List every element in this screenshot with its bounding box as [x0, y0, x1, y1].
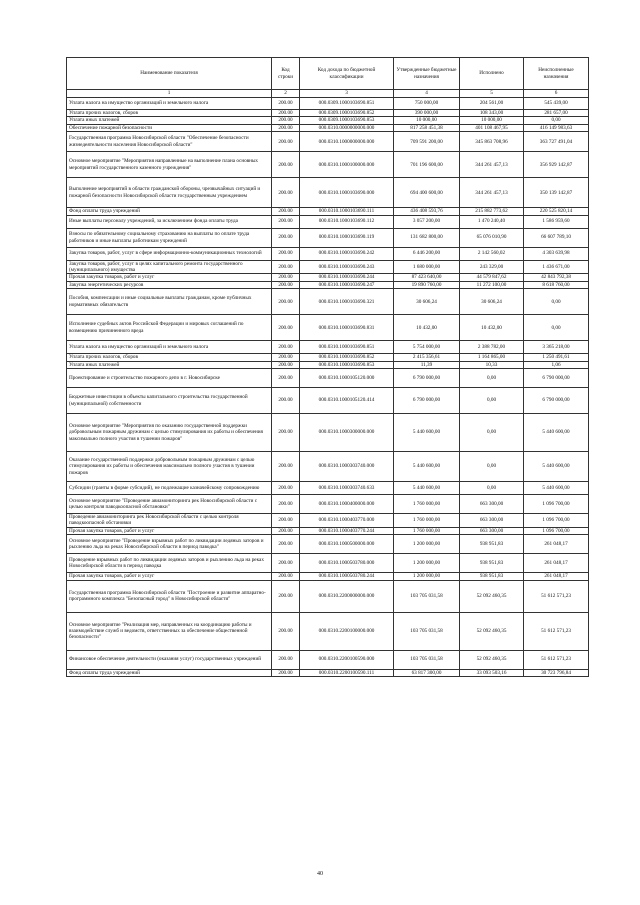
table-row: [67, 369, 589, 388]
indicator-name-cell: Проведение авиамониторинга рек Новосибирской области с целью контроля паводкоопасной обстановки: [67, 514, 272, 528]
income-code-cell: 000.0310.1000103690.851: [300, 341, 394, 354]
executed-amount-cell: 52 092 460,35: [460, 650, 524, 669]
approved-amount-cell: 5 440 600,00: [394, 482, 460, 495]
income-code-cell: 000.0310.2200000000.000: [300, 580, 394, 612]
indicator-name-cell: Уплата иных платежей: [67, 117, 272, 124]
page-number: 40: [317, 871, 323, 877]
table-row: [67, 98, 589, 110]
line-code-cell: 200.00: [272, 341, 300, 354]
executed-amount-cell: 2 388 782,00: [460, 341, 524, 354]
header-income-code: Код дохода по бюджетной классификации: [300, 58, 394, 90]
executed-amount-cell: 108 343,00: [460, 110, 524, 117]
table-row: [67, 215, 589, 228]
income-code-cell: 000.0310.1000103690.000: [300, 178, 394, 208]
line-code-cell: 200.00: [272, 452, 300, 482]
executed-amount-cell: 0,00: [460, 452, 524, 482]
approved-amount-cell: 701 196 600,00: [394, 152, 460, 178]
line-code-cell: 200.00: [272, 260, 300, 274]
line-code-cell: 200.00: [272, 514, 300, 528]
table-row: [67, 228, 589, 247]
line-code-cell: 200.00: [272, 208, 300, 215]
table-row: [67, 482, 589, 495]
income-code-cell: 000.0310.1000300000.000: [300, 414, 394, 452]
approved-amount-cell: 5 754 000,00: [394, 341, 460, 354]
remaining-amount-cell: 51 612 571,23: [524, 580, 589, 612]
approved-amount-cell: 6 790 000,00: [394, 388, 460, 414]
indicator-name-cell: Финансовое обеспечение деятельности (оказания услуг) государственных учреждений: [67, 650, 272, 669]
executed-amount-cell: 30 606,24: [460, 289, 524, 315]
approved-amount-cell: 709 591 200,00: [394, 132, 460, 152]
income-code-cell: 000.0310.2200100000.000: [300, 612, 394, 650]
indicator-name-cell: Уплата прочих налогов, сборов: [67, 354, 272, 361]
executed-amount-cell: 215 882 773,62: [460, 208, 524, 215]
remaining-amount-cell: 42 843 792,38: [524, 274, 589, 281]
table-row: [67, 388, 589, 414]
indicator-name-cell: Прочая закупка товаров, работ и услуг: [67, 274, 272, 281]
income-code-cell: 000.0310.2200100590.000: [300, 650, 394, 669]
approved-amount-cell: 1 200 000,00: [394, 573, 460, 580]
income-code-cell: 000.0310.1000103690.321: [300, 289, 394, 315]
approved-amount-cell: 1 760 000,00: [394, 495, 460, 514]
executed-amount-cell: 401 108 467,95: [460, 124, 524, 131]
indicator-name-cell: Государственная программа Новосибирской области "Обеспечение безопасности жизнедеятельности населения Новосибирской области": [67, 132, 272, 152]
table-row: [67, 535, 589, 554]
executed-amount-cell: 2 142 560,02: [460, 247, 524, 260]
line-code-cell: 200.00: [272, 315, 300, 341]
income-code-cell: 000.0309.1000103690.852: [300, 110, 394, 117]
remaining-amount-cell: 1 436 671,00: [524, 260, 589, 274]
column-number: 6: [524, 90, 589, 98]
table-body: [67, 98, 589, 677]
table-row: [67, 260, 589, 274]
line-code-cell: 200.00: [272, 215, 300, 228]
indicator-name-cell: Основное мероприятие "Проведение взрывных работ по ликвидации ледяных заторов и рыхлению льда на реках Новосибирской области в период паводка": [67, 535, 272, 554]
executed-amount-cell: 10,33: [460, 361, 524, 368]
column-number: 4: [394, 90, 460, 98]
table-row: [67, 132, 589, 152]
approved-amount-cell: 5 440 600,00: [394, 414, 460, 452]
line-code-cell: 200.00: [272, 573, 300, 580]
executed-amount-cell: 0,00: [460, 369, 524, 388]
column-number: 5: [460, 90, 524, 98]
indicator-name-cell: Исполнение судебных актов Российской Федерации и мировых соглашений по возмещению причиненного вреда: [67, 315, 272, 341]
line-code-cell: 200.00: [272, 247, 300, 260]
income-code-cell: 000.0310.1000103690.111: [300, 208, 394, 215]
remaining-amount-cell: 0,00: [524, 117, 589, 124]
executed-amount-cell: 663 300,00: [460, 514, 524, 528]
indicator-name-cell: Закупка энергетических ресурсов: [67, 281, 272, 288]
indicator-name-cell: Основное мероприятие "Мероприятия направленные на выполнение плана основных мероприятий государственного казенного учреждения": [67, 152, 272, 178]
income-code-cell: 000.0310.1000100000.000: [300, 152, 394, 178]
executed-amount-cell: 11 272 100,00: [460, 281, 524, 288]
table-row: [67, 315, 589, 341]
remaining-amount-cell: 4 303 639,98: [524, 247, 589, 260]
line-code-cell: 200.00: [272, 289, 300, 315]
indicator-name-cell: Закупка товаров, работ, услуг в сфере информационно-коммуникационных технологий: [67, 247, 272, 260]
column-number-row: [67, 90, 589, 98]
remaining-amount-cell: 51 612 571,23: [524, 612, 589, 650]
table-row: [67, 495, 589, 514]
header-approved: Утвержденные бюджетные назначения: [394, 58, 460, 90]
income-code-cell: 000.0310.1000403770.000: [300, 514, 394, 528]
approved-amount-cell: 19 890 760,00: [394, 281, 460, 288]
approved-amount-cell: 6 790 000,00: [394, 369, 460, 388]
line-code-cell: 200.00: [272, 117, 300, 124]
executed-amount-cell: 204 561,00: [460, 98, 524, 110]
income-code-cell: 000.0310.1000403770.244: [300, 527, 394, 534]
remaining-amount-cell: 30 723 796,84: [524, 669, 589, 676]
executed-amount-cell: 10 000,00: [460, 117, 524, 124]
remaining-amount-cell: 6 790 000,00: [524, 369, 589, 388]
indicator-name-cell: Основное мероприятие "Мероприятия по оказанию государственной поддержки добровольным пожарным дружинам с целью стимулирования их работы и обеспечения максимально полного участия в тушении пожаров": [67, 414, 272, 452]
remaining-amount-cell: 281 657,00: [524, 110, 589, 117]
executed-amount-cell: 663 300,00: [460, 527, 524, 534]
line-code-cell: 200.00: [272, 650, 300, 669]
indicator-name-cell: Прочая закупка товаров, работ и услуг: [67, 573, 272, 580]
remaining-amount-cell: 356 929 142,87: [524, 152, 589, 178]
indicator-name-cell: Уплата иных платежей: [67, 361, 272, 368]
approved-amount-cell: 11,39: [394, 361, 460, 368]
line-code-cell: 200.00: [272, 554, 300, 573]
line-code-cell: 200.00: [272, 361, 300, 368]
executed-amount-cell: 0,00: [460, 388, 524, 414]
table-row: [67, 554, 589, 573]
table-row: [67, 612, 589, 650]
indicator-name-cell: Оказание государственной поддержки добровольным пожарным дружинам с целью стимулирования их работы и обеспечения максимально полного участия в тушении пожаров: [67, 452, 272, 482]
income-code-cell: 000.0310.1000105120.000: [300, 369, 394, 388]
remaining-amount-cell: 416 149 983,63: [524, 124, 589, 131]
approved-amount-cell: 30 606,24: [394, 289, 460, 315]
income-code-cell: 000.0310.1000103690.243: [300, 260, 394, 274]
line-code-cell: 200.00: [272, 354, 300, 361]
indicator-name-cell: Основное мероприятие "Проведение авиамониторинга рек Новосибирской области с целью контроля паводкоопасной обстановки": [67, 495, 272, 514]
line-code-cell: 200.00: [272, 495, 300, 514]
income-code-cell: 000.0310.0000000000.000: [300, 124, 394, 131]
executed-amount-cell: 243 329,00: [460, 260, 524, 274]
approved-amount-cell: 63 817 300,00: [394, 669, 460, 676]
remaining-amount-cell: 261 048,17: [524, 573, 589, 580]
table-row: [67, 527, 589, 534]
indicator-name-cell: Основное мероприятие "Реализация мер, направленных на координацию работы и взаимодействие служб и ведомств, ответственных за обеспечение общественной безопасности": [67, 612, 272, 650]
indicator-name-cell: Пособия, компенсации и иные социальные выплаты гражданам, кроме публичных нормативных обязательств: [67, 289, 272, 315]
income-code-cell: 000.0310.1000000000.000: [300, 132, 394, 152]
executed-amount-cell: 44 579 847,62: [460, 274, 524, 281]
income-code-cell: 000.0310.1000103690.119: [300, 228, 394, 247]
executed-amount-cell: 1 164 865,00: [460, 354, 524, 361]
table-row: [67, 178, 589, 208]
line-code-cell: 200.00: [272, 482, 300, 495]
remaining-amount-cell: 261 048,17: [524, 535, 589, 554]
indicator-name-cell: Выполнение мероприятий в области гражданской обороны, чрезвычайных ситуаций и пожарной безопасности Новосибирской области государственным учреждением: [67, 178, 272, 208]
income-code-cell: 000.0310.1000103690.247: [300, 281, 394, 288]
approved-amount-cell: 131 682 800,00: [394, 228, 460, 247]
executed-amount-cell: 663 300,00: [460, 495, 524, 514]
income-code-cell: 000.0310.1000503780.244: [300, 573, 394, 580]
income-code-cell: 000.0310.2200100590.111: [300, 669, 394, 676]
executed-amount-cell: 10 432,00: [460, 315, 524, 341]
remaining-amount-cell: 3 365 218,00: [524, 341, 589, 354]
remaining-amount-cell: 261 048,17: [524, 554, 589, 573]
remaining-amount-cell: 6 790 000,00: [524, 388, 589, 414]
approved-amount-cell: 10 432,00: [394, 315, 460, 341]
line-code-cell: 200.00: [272, 369, 300, 388]
approved-amount-cell: 694 400 600,00: [394, 178, 460, 208]
approved-amount-cell: 817 258 451,38: [394, 124, 460, 131]
remaining-amount-cell: 8 618 760,00: [524, 281, 589, 288]
line-code-cell: 200.00: [272, 110, 300, 117]
approved-amount-cell: 2 415 356,61: [394, 354, 460, 361]
table-row: [67, 117, 589, 124]
line-code-cell: 200.00: [272, 281, 300, 288]
approved-amount-cell: 1 200 000,00: [394, 535, 460, 554]
income-code-cell: 000.0310.1000500000.000: [300, 535, 394, 554]
indicator-name-cell: Иные выплаты персоналу учреждений, за исключением фонда оплаты труда: [67, 215, 272, 228]
line-code-cell: 200.00: [272, 580, 300, 612]
income-code-cell: 000.0310.1000103690.852: [300, 354, 394, 361]
table-row: [67, 452, 589, 482]
table-row: [67, 274, 589, 281]
table-row: [67, 152, 589, 178]
header-executed: Исполнено: [460, 58, 524, 90]
line-code-cell: 200.00: [272, 669, 300, 676]
indicator-name-cell: Фонд оплаты труда учреждений: [67, 669, 272, 676]
remaining-amount-cell: 220 525 820,14: [524, 208, 589, 215]
table-row: [67, 354, 589, 361]
executed-amount-cell: 345 863 708,96: [460, 132, 524, 152]
approved-amount-cell: 103 705 031,58: [394, 650, 460, 669]
table-row: [67, 573, 589, 580]
table-header-row: [67, 58, 589, 90]
line-code-cell: 200.00: [272, 388, 300, 414]
executed-amount-cell: 33 093 503,16: [460, 669, 524, 676]
line-code-cell: 200.00: [272, 228, 300, 247]
remaining-amount-cell: 51 612 571,23: [524, 650, 589, 669]
table-row: [67, 124, 589, 131]
table-row: [67, 341, 589, 354]
table-row: [67, 650, 589, 669]
indicator-name-cell: Проведение взрывных работ по ликвидации ледяных заторов и рыхлению льда на реках Новосибирской области в период паводка: [67, 554, 272, 573]
table-row: [67, 247, 589, 260]
remaining-amount-cell: 545 439,00: [524, 98, 589, 110]
line-code-cell: 200.00: [272, 535, 300, 554]
indicator-name-cell: Обеспечение пожарной безопасности: [67, 124, 272, 131]
line-code-cell: 200.00: [272, 98, 300, 110]
remaining-amount-cell: 363 727 491,04: [524, 132, 589, 152]
indicator-name-cell: Проектирование и строительство пожарного депо в г. Новосибирске: [67, 369, 272, 388]
executed-amount-cell: 344 261 457,13: [460, 152, 524, 178]
approved-amount-cell: 750 000,00: [394, 98, 460, 110]
income-code-cell: 000.0309.1000103690.853: [300, 117, 394, 124]
indicator-name-cell: Уплата прочих налогов, сборов: [67, 110, 272, 117]
income-code-cell: 000.0310.1000103690.853: [300, 361, 394, 368]
indicator-name-cell: Прочая закупка товаров, работ и услуг: [67, 527, 272, 534]
approved-amount-cell: 3 057 200,00: [394, 215, 460, 228]
table-row: [67, 208, 589, 215]
indicator-name-cell: Закупка товаров, работ, услуг в целях капитального ремонта государственного (муниципального) имущества: [67, 260, 272, 274]
remaining-amount-cell: 5 440 600,00: [524, 452, 589, 482]
remaining-amount-cell: 1 586 959,60: [524, 215, 589, 228]
budget-table: [66, 57, 589, 677]
line-code-cell: 200.00: [272, 414, 300, 452]
indicator-name-cell: Уплата налога на имущество организаций и земельного налога: [67, 341, 272, 354]
remaining-amount-cell: 1 096 700,00: [524, 495, 589, 514]
remaining-amount-cell: 0,00: [524, 289, 589, 315]
remaining-amount-cell: 350 139 142,87: [524, 178, 589, 208]
table-row: [67, 669, 589, 676]
header-remaining: Неисполненные назначения: [524, 58, 589, 90]
column-number: 3: [300, 90, 394, 98]
remaining-amount-cell: 1 250 491,61: [524, 354, 589, 361]
income-code-cell: 000.0310.1000103690.242: [300, 247, 394, 260]
executed-amount-cell: 52 092 460,35: [460, 580, 524, 612]
executed-amount-cell: 65 076 010,90: [460, 228, 524, 247]
table-row: [67, 110, 589, 117]
remaining-amount-cell: 66 607 789,10: [524, 228, 589, 247]
remaining-amount-cell: 1 096 700,00: [524, 514, 589, 528]
approved-amount-cell: 6 446 200,00: [394, 247, 460, 260]
income-code-cell: 000.0310.1000103690.112: [300, 215, 394, 228]
approved-amount-cell: 103 705 031,58: [394, 580, 460, 612]
income-code-cell: 000.0310.1000303740.000: [300, 452, 394, 482]
approved-amount-cell: 10 000,00: [394, 117, 460, 124]
header-indicator-name: Наименование показателя: [67, 58, 272, 90]
income-code-cell: 000.0309.1000103690.851: [300, 98, 394, 110]
header-line-code: Код строки: [272, 58, 300, 90]
executed-amount-cell: 938 951,83: [460, 535, 524, 554]
indicator-name-cell: Взносы по обязательному социальному страхованию на выплаты по оплате труда работников и иные выплаты работникам учреждений: [67, 228, 272, 247]
approved-amount-cell: 390 000,00: [394, 110, 460, 117]
indicator-name-cell: Уплата налога на имущество организаций и земельного налога: [67, 98, 272, 110]
income-code-cell: 000.0310.1000105120.414: [300, 388, 394, 414]
column-number: 2: [272, 90, 300, 98]
table-row: [67, 414, 589, 452]
remaining-amount-cell: 5 440 600,00: [524, 414, 589, 452]
remaining-amount-cell: 5 440 600,00: [524, 482, 589, 495]
table-row: [67, 580, 589, 612]
table-row: [67, 514, 589, 528]
executed-amount-cell: 938 951,83: [460, 554, 524, 573]
approved-amount-cell: 1 760 000,00: [394, 527, 460, 534]
approved-amount-cell: 1 200 000,00: [394, 554, 460, 573]
table-row: [67, 289, 589, 315]
approved-amount-cell: 1 680 000,00: [394, 260, 460, 274]
income-code-cell: 000.0310.1000303740.633: [300, 482, 394, 495]
income-code-cell: 000.0310.1000103690.831: [300, 315, 394, 341]
executed-amount-cell: 1 470 240,40: [460, 215, 524, 228]
approved-amount-cell: 87 423 640,00: [394, 274, 460, 281]
line-code-cell: 200.00: [272, 274, 300, 281]
remaining-amount-cell: 0,00: [524, 315, 589, 341]
executed-amount-cell: 344 261 457,13: [460, 178, 524, 208]
approved-amount-cell: 5 440 600,00: [394, 452, 460, 482]
remaining-amount-cell: 1 096 700,00: [524, 527, 589, 534]
line-code-cell: 200.00: [272, 527, 300, 534]
income-code-cell: 000.0310.1000503780.000: [300, 554, 394, 573]
remaining-amount-cell: 1,06: [524, 361, 589, 368]
income-code-cell: 000.0310.1000400000.000: [300, 495, 394, 514]
executed-amount-cell: 0,00: [460, 482, 524, 495]
line-code-cell: 200.00: [272, 152, 300, 178]
indicator-name-cell: Фонд оплаты труда учреждений: [67, 208, 272, 215]
table-row: [67, 281, 589, 288]
indicator-name-cell: Государственная программа Новосибирской области "Построение и развитие аппаратно-программного комплекса "Безопасный город" в Новосибирской области": [67, 580, 272, 612]
executed-amount-cell: 52 092 460,35: [460, 612, 524, 650]
income-code-cell: 000.0310.1000103690.244: [300, 274, 394, 281]
approved-amount-cell: 103 705 031,58: [394, 612, 460, 650]
approved-amount-cell: 436 408 593,76: [394, 208, 460, 215]
line-code-cell: 200.00: [272, 178, 300, 208]
line-code-cell: 200.00: [272, 612, 300, 650]
table-row: [67, 361, 589, 368]
column-number: 1: [67, 90, 272, 98]
line-code-cell: 200.00: [272, 124, 300, 131]
indicator-name-cell: Бюджетные инвестиции в объекты капитального строительства государственной (муниципальной) собственности: [67, 388, 272, 414]
executed-amount-cell: 0,00: [460, 414, 524, 452]
executed-amount-cell: 938 951,83: [460, 573, 524, 580]
indicator-name-cell: Субсидии (гранты в форме субсидий), не подлежащие казначейскому сопровождению: [67, 482, 272, 495]
line-code-cell: 200.00: [272, 132, 300, 152]
approved-amount-cell: 1 760 000,00: [394, 514, 460, 528]
